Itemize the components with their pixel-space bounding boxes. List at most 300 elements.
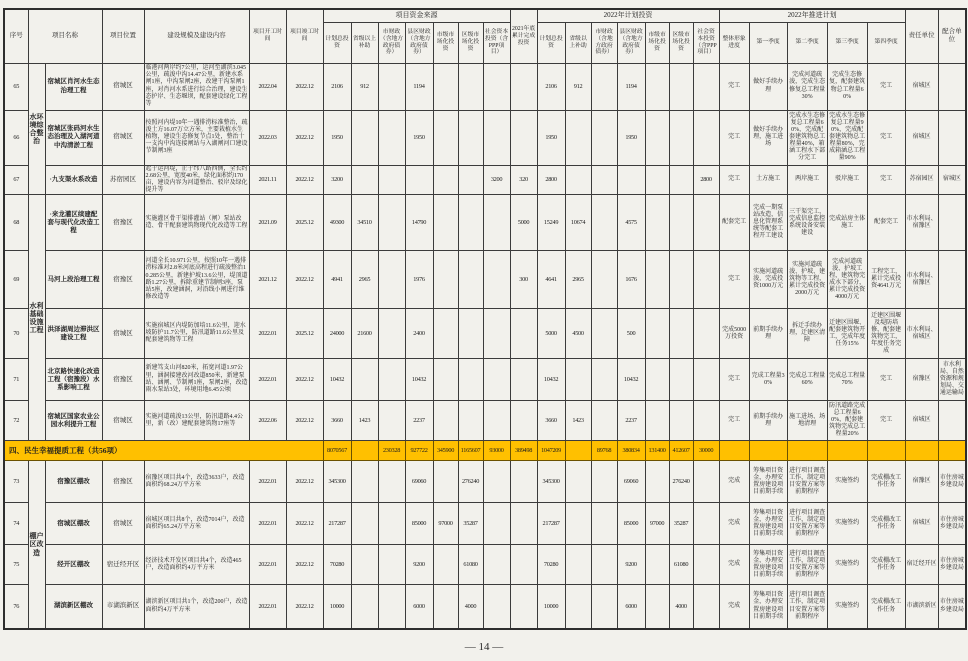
cell-responsible-unit: 苏宿园区 (905, 165, 938, 195)
cell-fund-1 (351, 359, 378, 401)
cell-plan2022-5: 276240 (669, 461, 693, 503)
cell-end-date: 2022.12 (286, 110, 323, 165)
project-row (4, 165, 966, 195)
cell-location: 宿豫区 (102, 461, 144, 503)
cell-plan2022-0: 4641 (537, 251, 565, 309)
cell-location: 宿城区 (102, 110, 144, 165)
cell-plan2022-1: 912 (565, 63, 591, 110)
section-empty-cell (787, 441, 827, 461)
cell-end-date: 2022.12 (286, 503, 323, 545)
page-number: — 14 — (464, 641, 504, 653)
cell-scale-content: 新建笃支山河820米，拓宽河道1.97公里，涵洞接建改河改道850米，新建泵站、涵闸、节制闸1座，泵闸2座，改造雨水泵站3处，环境用地6.45公顷 (144, 359, 249, 401)
cell-fund-0: 4941 (323, 251, 351, 309)
cell-plan2022-2 (591, 63, 617, 110)
cell-fund-4 (433, 110, 458, 165)
cell-fund-1 (351, 461, 378, 503)
cell-fund-1 (351, 545, 378, 585)
cell-location: 市湖滨新区 (102, 585, 144, 629)
cell-done-2021 (510, 461, 537, 503)
cell-progress: 完工 (719, 110, 749, 165)
cell-plan2022-4 (645, 309, 669, 359)
cell-plan2022-1: 2965 (565, 251, 591, 309)
cell-scale-content: 河道全长10.971公里，按照10年一遇排涝标准对2.8米河底高程进行疏浚整治10.285公里，新建护坡13.6公里，堤顶道路1.27公里，拆除重建节制闸3座，泵站5座，改建涵洞，对沿线小闸进行维修改造等 (144, 251, 249, 309)
cell-fund-5 (458, 309, 483, 359)
col-seq: 序号 (4, 9, 28, 63)
cell-fund-6 (483, 359, 510, 401)
cell-fund-1: 34510 (351, 195, 378, 251)
cell-plan2022-6: 2800 (693, 165, 719, 195)
cell-plan2022-6 (693, 63, 719, 110)
cell-done-2021 (510, 401, 537, 441)
section-fund-3: 927722 (405, 441, 433, 461)
cell-fund-0: 345300 (323, 461, 351, 503)
cell-plan2022-6 (693, 110, 719, 165)
cell-start-date: 2022.01 (249, 359, 286, 401)
cell-plan2022-1 (565, 503, 591, 545)
cell-fund-3: 1976 (405, 251, 433, 309)
cell-q4: 完成棚改工作任务 (867, 585, 905, 629)
cell-fund-4 (433, 195, 458, 251)
cell-plan2022-3: 6000 (617, 585, 645, 629)
cell-fund-2 (378, 110, 405, 165)
cell-done-2021 (510, 545, 537, 585)
cell-q4: 完工 (867, 359, 905, 401)
cell-fund-6 (483, 461, 510, 503)
cell-fund-5 (458, 401, 483, 441)
cell-plan2022-4 (645, 110, 669, 165)
cell-seq: 75 (4, 545, 28, 585)
cell-fund-2 (378, 63, 405, 110)
cell-fund-3: 9200 (405, 545, 433, 585)
cell-q1: 土方施工 (749, 165, 787, 195)
cell-responsible-unit: 市水利局、宿豫区 (905, 251, 938, 309)
cell-scale-content: 临港河两岸约7公里，运河至湖滨3.045公里，疏浚中沟14.47公里，新建水系闸1座，中沟泵闸2座，改建干沟泵闸1座，对肖河水系进行综合治理，建设生态护岸、生态堰坝，配套建设绿化工程等 (144, 63, 249, 110)
cell-fund-5 (458, 63, 483, 110)
cell-q4: 完工 (867, 63, 905, 110)
section-plan2022-1 (565, 441, 591, 461)
scanned-project-table (0, 8, 968, 630)
cell-fund-5 (458, 251, 483, 309)
cell-scale-content: 实施灌区骨干渠排灌站（闸）泵站改造、骨干配套建筑物现代化改造等工程 (144, 195, 249, 251)
cell-fund-4 (433, 251, 458, 309)
cell-plan2022-1: 4500 (565, 309, 591, 359)
cell-q2: 实施河道疏浚、护坡、建筑物等工程，累计完成投资2000万元 (787, 251, 827, 309)
col-fund-4: 市级市场化投资 (433, 22, 458, 63)
cell-plan2022-0: 1950 (537, 110, 565, 165)
cell-plan2022-0: 15249 (537, 195, 565, 251)
cell-seq: 76 (4, 585, 28, 629)
cell-fund-2 (378, 309, 405, 359)
cell-plan2022-6 (693, 461, 719, 503)
cell-plan2022-5 (669, 165, 693, 195)
cell-q3: 完成河道疏浚、护坡工程，建筑物完成水下部分，累计完成投资4000万元 (827, 251, 867, 309)
cell-cooperating-unit (938, 63, 966, 110)
cell-plan2022-6 (693, 401, 719, 441)
cell-q3: 完成总工程量70% (827, 359, 867, 401)
col-end-date: 项目竣工时间 (286, 9, 323, 63)
cell-plan2022-6 (693, 309, 719, 359)
cell-plan2022-0: 2800 (537, 165, 565, 195)
project-row (4, 545, 966, 585)
cell-fund-4 (433, 585, 458, 629)
cell-fund-3: 1950 (405, 110, 433, 165)
cell-fund-0: 2106 (323, 63, 351, 110)
cell-responsible-unit: 市水利局、宿城区 (905, 309, 938, 359)
cell-plan2022-2 (591, 195, 617, 251)
section-empty-cell (749, 441, 787, 461)
section-fund-4: 345900 (433, 441, 458, 461)
cell-project-name: 宿城区国家农业公园水利提升工程 (45, 401, 102, 441)
cell-fund-3: 2400 (405, 309, 433, 359)
cell-end-date: 2022.12 (286, 585, 323, 629)
cell-plan2022-4 (645, 359, 669, 401)
cell-fund-0: 217287 (323, 503, 351, 545)
section-plan2022-0: 1047209 (537, 441, 565, 461)
cell-fund-4: 97000 (433, 503, 458, 545)
cell-start-date: 2022.01 (249, 545, 286, 585)
cell-fund-0: 1950 (323, 110, 351, 165)
cell-fund-1 (351, 585, 378, 629)
cell-location: 宿城区 (102, 309, 144, 359)
cell-done-2021: 300 (510, 251, 537, 309)
cell-responsible-unit: 宿城区 (905, 401, 938, 441)
col-responsible-unit: 责任单位 (905, 9, 938, 63)
cell-q3: 实施签约 (827, 585, 867, 629)
cell-start-date: 2022.04 (249, 63, 286, 110)
cell-project-name: 北京路快速化改造工程（宿豫段）水系影响工程 (45, 359, 102, 401)
project-investment-table (3, 8, 967, 630)
cell-plan2022-5: 35287 (669, 503, 693, 545)
cell-end-date: 2022.12 (286, 63, 323, 110)
cell-plan2022-6 (693, 503, 719, 545)
cell-seq: 69 (4, 251, 28, 309)
cell-progress: 完工 (719, 401, 749, 441)
cell-progress: 完成 (719, 585, 749, 629)
cell-fund-4 (433, 309, 458, 359)
cell-scale-content: 按照河内堤10年一遇排涝标准整治，疏浚土方16.07万立方米，主要栽植水生植物，建设生态修复节点1处，整治十一支沟中沟连接闸站与入湖闸河口建设节制闸3座 (144, 110, 249, 165)
cell-plan2022-3: 4575 (617, 195, 645, 251)
cell-q3: 实施签约 (827, 545, 867, 585)
section-plan2022-4: 131400 (645, 441, 669, 461)
cell-start-date: 2022.01 (249, 503, 286, 545)
cell-plan2022-1 (565, 359, 591, 401)
cell-fund-0: 3660 (323, 401, 351, 441)
section-fund-1 (351, 441, 378, 461)
cell-responsible-unit: 宿豫区 (905, 359, 938, 401)
cell-plan2022-4 (645, 545, 669, 585)
cell-plan2022-4 (645, 63, 669, 110)
cell-project-name: 洪泽湖周边滞洪区建设工程 (45, 309, 102, 359)
cell-q3: 完成水生态修复总工程量90%，完成配套建筑物总工程量80%，完成箱涵总工程量90% (827, 110, 867, 165)
section-empty-cell (905, 441, 938, 461)
cell-q3: 防汛道路完成总工程量60%，配套建筑物完成总工程量20% (827, 401, 867, 441)
cell-done-2021 (510, 503, 537, 545)
cell-fund-2 (378, 251, 405, 309)
col-promo-4: 第四季度 (867, 22, 905, 63)
cell-plan2022-0: 2106 (537, 63, 565, 110)
project-row (4, 585, 966, 629)
cell-plan2022-5 (669, 359, 693, 401)
cell-fund-4 (433, 401, 458, 441)
cell-plan2022-2 (591, 165, 617, 195)
cell-fund-1: 21600 (351, 309, 378, 359)
cell-plan2022-6 (693, 251, 719, 309)
col-promo-2: 第二季度 (787, 22, 827, 63)
cell-plan2022-2 (591, 359, 617, 401)
cell-plan2022-5 (669, 195, 693, 251)
cell-plan2022-3 (617, 165, 645, 195)
cell-fund-5 (458, 195, 483, 251)
cell-scale-content: 起于运河堤，止于纬八路西侧，全长约2.68公里，宽度40米，绿化面积约170亩，建设内容为河道整治、驳岸及绿化提升等 (145, 165, 248, 194)
cell-start-date: 2022.03 (249, 110, 286, 165)
cell-plan2022-3: 9200 (617, 545, 645, 585)
cell-end-date: 2025.12 (286, 195, 323, 251)
cell-fund-0: 70280 (323, 545, 351, 585)
col-content: 建设规模及建设内容 (144, 9, 249, 63)
cell-end-date: 2022.12 (286, 251, 323, 309)
cell-fund-6 (483, 110, 510, 165)
cell-q4: 工程完工，累计完成投资4641万元 (867, 251, 905, 309)
col-plan2022-2: 市财政（含地方政府债券） (591, 22, 617, 63)
cell-plan2022-0: 3660 (537, 401, 565, 441)
cell-plan2022-5: 4000 (669, 585, 693, 629)
cell-plan2022-2 (591, 585, 617, 629)
section-empty-cell (867, 441, 905, 461)
cell-responsible-unit: 市湖滨新区 (905, 585, 938, 629)
cell-q2: 施工进场、场地清理 (787, 401, 827, 441)
cell-q4: 完成棚改工作任务 (867, 545, 905, 585)
cell-q2: 两岸施工 (787, 165, 827, 195)
cell-progress: 完工 (719, 63, 749, 110)
cell-cooperating-unit: 市住房城乡建设局 (938, 503, 966, 545)
cell-plan2022-3: 1676 (617, 251, 645, 309)
header-group-row (4, 9, 966, 22)
cell-fund-1 (351, 165, 378, 195)
cell-cooperating-unit (938, 251, 966, 309)
cell-category: 水利基础设施工程 (28, 195, 45, 441)
col-plan2022-6: 社会资本投资（含PPP项目） (693, 22, 719, 63)
cell-fund-6 (483, 503, 510, 545)
cell-project-name: 宿城区肖河水生态治理工程 (45, 63, 102, 110)
project-row (4, 359, 966, 401)
cell-plan2022-0: 217287 (537, 503, 565, 545)
cell-fund-4 (433, 165, 458, 195)
cell-fund-0: 24000 (323, 309, 351, 359)
cell-plan2022-6 (693, 195, 719, 251)
col-promo-1: 第一季度 (749, 22, 787, 63)
cell-fund-5 (458, 110, 483, 165)
cell-fund-6 (483, 195, 510, 251)
cell-end-date: 2022.12 (286, 545, 323, 585)
cell-responsible-unit: 宿城区 (905, 503, 938, 545)
cell-project-name: 宿城区张码河水生态治理及入湖河道中沟清淤工程 (45, 110, 102, 165)
cell-progress: 完成 (719, 545, 749, 585)
cell-fund-5: 61080 (458, 545, 483, 585)
cell-plan2022-2 (591, 110, 617, 165)
cell-project-name: 湖滨新区棚改 (45, 585, 102, 629)
cell-plan2022-2 (591, 503, 617, 545)
cell-plan2022-2 (591, 461, 617, 503)
cell-project-name: ·九支渠水系改造 (45, 165, 102, 195)
cell-q1: 完成工程量30% (749, 359, 787, 401)
cell-category: 水环境综合整治 (28, 63, 45, 195)
cell-plan2022-3: 69060 (617, 461, 645, 503)
col-location: 项目位置 (102, 9, 144, 63)
cell-q2: 三干渠完工，完成信息监控系统设备安装建设 (787, 195, 827, 251)
cell-fund-2 (378, 545, 405, 585)
cell-plan2022-1 (565, 461, 591, 503)
cell-q1: 前期手续办理 (749, 309, 787, 359)
cell-q1: 筹集项目资金，办理安置房建设项目前期手续 (749, 585, 787, 629)
cell-location: 宿城区 (102, 63, 144, 110)
cell-fund-6: 3200 (483, 165, 510, 195)
cell-q2: 进行项目调查工作，制定项目安置方案等前期程序 (787, 585, 827, 629)
cell-plan2022-0: 10000 (537, 585, 565, 629)
cell-plan2022-3: 500 (617, 309, 645, 359)
cell-fund-3: 85000 (405, 503, 433, 545)
cell-responsible-unit: 宿迁经开区 (905, 545, 938, 585)
cell-scale-content: 宿城区项目共8个，改造7014户，改造面积约65.24万平方米 (144, 503, 249, 545)
cell-plan2022-5 (669, 63, 693, 110)
cell-plan2022-6 (693, 359, 719, 401)
section-done-2021: 389498 (510, 441, 537, 461)
cell-end-date: 2022.12 (286, 461, 323, 503)
cell-progress: 完工 (719, 251, 749, 309)
cell-q1: 做好手续办理，施工进场 (749, 110, 787, 165)
cell-cooperating-unit (938, 309, 966, 359)
cell-start-date: 2022.01 (249, 585, 286, 629)
cell-location: 宿城区 (102, 503, 144, 545)
cell-plan2022-5 (669, 251, 693, 309)
section-fund-0: 8070567 (323, 441, 351, 461)
project-row (4, 503, 966, 545)
col-plan2022-1: 省级以上补助 (565, 22, 591, 63)
cell-fund-3: 2237 (405, 401, 433, 441)
cell-done-2021 (510, 309, 537, 359)
cell-q2: 完成河道疏浚，完成生态修复总工程量30% (787, 63, 827, 110)
cell-plan2022-2 (591, 309, 617, 359)
cell-category: 棚户区改造 (28, 461, 45, 629)
cell-fund-6 (483, 309, 510, 359)
cell-fund-5: 276240 (458, 461, 483, 503)
col-fund-5: 区级市场化投资 (458, 22, 483, 63)
cell-start-date: 2022.01 (249, 309, 286, 359)
cell-cooperating-unit: 市住房城乡建设局 (938, 461, 966, 503)
cell-cooperating-unit (938, 110, 966, 165)
col-project-name: 项目名称 (28, 9, 102, 63)
cell-fund-3: 6000 (405, 585, 433, 629)
section-total-row (4, 441, 966, 461)
cell-seq: 73 (4, 461, 28, 503)
cell-responsible-unit: 宿城区 (905, 110, 938, 165)
cell-fund-0: 49300 (323, 195, 351, 251)
cell-fund-6 (483, 251, 510, 309)
section-plan2022-5: 412607 (669, 441, 693, 461)
cell-plan2022-2 (591, 251, 617, 309)
cell-seq: 71 (4, 359, 28, 401)
cell-q3: 驳岸施工 (827, 165, 867, 195)
cell-end-date: 2022.12 (286, 165, 323, 195)
group-funding-source: 项目资金来源 (323, 9, 510, 22)
cell-q4: 完成棚改工作任务 (867, 461, 905, 503)
cell-end-date: 2022.12 (286, 401, 323, 441)
cell-plan2022-3: 1194 (617, 63, 645, 110)
col-plan2022-5: 区级市场化投资 (669, 22, 693, 63)
cell-plan2022-4 (645, 251, 669, 309)
cell-fund-1: 2965 (351, 251, 378, 309)
cell-q3: 实施签约 (827, 461, 867, 503)
cell-fund-5: 4000 (458, 585, 483, 629)
cell-plan2022-5 (669, 309, 693, 359)
cell-location: 宿城区 (102, 401, 144, 441)
cell-plan2022-4 (645, 585, 669, 629)
cell-plan2022-2 (591, 401, 617, 441)
cell-seq: 74 (4, 503, 28, 545)
cell-plan2022-1 (565, 165, 591, 195)
project-row (4, 251, 966, 309)
cell-fund-6 (483, 401, 510, 441)
cell-q4: 迁建区围堰及堤防培修，配套建筑物完工，年度任务完成 (867, 309, 905, 359)
cell-fund-2 (378, 585, 405, 629)
cell-scale-content: 实施河道疏浚13公里，防汛道路4.4公里，新（改）建配套建筑物17座等 (144, 401, 249, 441)
cell-plan2022-3: 10432 (617, 359, 645, 401)
cell-fund-5 (458, 165, 483, 195)
cell-cooperating-unit (938, 401, 966, 441)
col-fund-2: 市财政（含地方政府债券） (378, 22, 405, 63)
cell-fund-6 (483, 585, 510, 629)
project-row (4, 195, 966, 251)
cell-location: 宿豫区 (102, 359, 144, 401)
section-empty-cell (719, 441, 749, 461)
cell-seq: 66 (4, 110, 28, 165)
cell-project-name: 宿豫区棚改 (45, 461, 102, 503)
cell-fund-3: 14790 (405, 195, 433, 251)
cell-project-name: 宿城区棚改 (45, 503, 102, 545)
cell-progress: 完工 (719, 359, 749, 401)
cell-fund-4 (433, 63, 458, 110)
section-empty-cell (938, 441, 966, 461)
group-promotion-2022: 2022年推进计划 (719, 9, 905, 22)
cell-q2: 拆迁手续办理，迁建区清障 (787, 309, 827, 359)
cell-plan2022-1: 10674 (565, 195, 591, 251)
cell-cooperating-unit: 宿城区 (938, 165, 966, 195)
section-plan2022-6: 30000 (693, 441, 719, 461)
cell-progress: 配套完工 (719, 195, 749, 251)
cell-fund-5 (458, 359, 483, 401)
cell-fund-2 (378, 165, 405, 195)
cell-plan2022-0: 345300 (537, 461, 565, 503)
cell-project-name: 经开区棚改 (45, 545, 102, 585)
cell-plan2022-4 (645, 165, 669, 195)
cell-start-date: 2022.01 (249, 461, 286, 503)
cell-plan2022-3: 85000 (617, 503, 645, 545)
cell-progress: 完成 (719, 461, 749, 503)
project-row (4, 461, 966, 503)
section-fund-5: 1165607 (458, 441, 483, 461)
cell-fund-1: 912 (351, 63, 378, 110)
cell-progress: 完成5000万投资 (719, 309, 749, 359)
cell-q4: 完工 (867, 401, 905, 441)
section-plan2022-3: 380834 (617, 441, 645, 461)
col-fund-3: 县区财政（含地方政府债券） (405, 22, 433, 63)
cell-plan2022-0: 70280 (537, 545, 565, 585)
cell-q3: 完成站房主体施工 (827, 195, 867, 251)
cell-fund-6 (483, 545, 510, 585)
project-row (4, 110, 966, 165)
cell-q1: 筹集项目资金，办理安置房建设项目前期手续 (749, 503, 787, 545)
section-plan2022-2: 89768 (591, 441, 617, 461)
cell-cooperating-unit (938, 195, 966, 251)
